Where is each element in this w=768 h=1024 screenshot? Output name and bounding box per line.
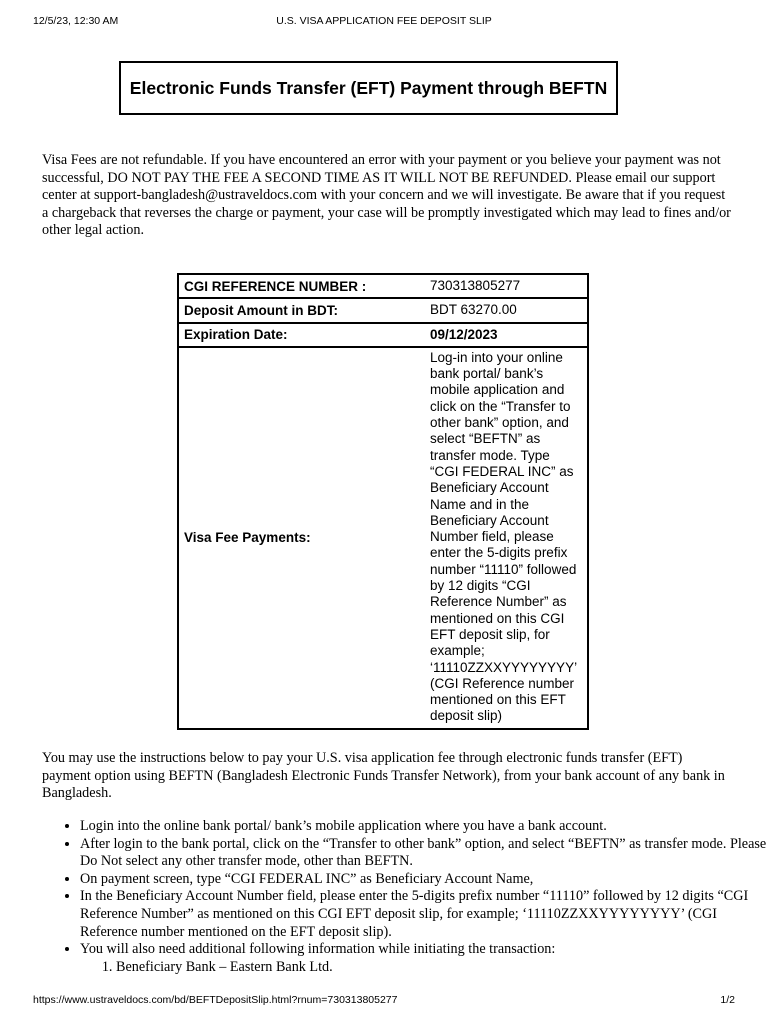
print-datetime: 12/5/23, 12:30 AM: [33, 15, 119, 27]
page-title: Electronic Funds Transfer (EFT) Payment through BEFTN: [129, 77, 608, 98]
print-title: U.S. VISA APPLICATION FEE DEPOSIT SLIP: [276, 15, 492, 27]
reference-value: 730313805277: [425, 275, 587, 299]
table-row-payments: [179, 348, 587, 728]
list-item: • On payment screen, type “CGI FEDERAL INC” as Beneficiary Account Name,: [80, 871, 768, 889]
list-item: • Login into the online bank portal/ bank’s mobile application where you have a bank account.: [80, 818, 768, 836]
list-item: • In the Beneficiary Account Number field, please enter the 5-digits prefix number “11110” followed by 12 digits “CGI Reference Number” as mentioned on this CGI EFT deposit slip, for example; ‘11110ZZXXYYYYYYYY’ (CGI Reference number mentioned on the EFT deposit slip).: [80, 888, 768, 941]
refund-notice: Visa Fees are not refundable. If you have encountered an error with your payment or you believe your payment was not successful, DO NOT PAY THE FEE A SECOND TIME AS IT WILL NOT BE REFUNDED. Please email our support center at support-bangladesh@ustraveldocs.com with your concern and we will investigate. Be aware that if you request a chargeback that reverses the charge or payment, your case will be promptly investigated which may lead to fines and/or other legal action.: [42, 152, 731, 239]
table-row-expiration: [179, 324, 587, 348]
page-title-box: [119, 61, 618, 115]
print-footer: [0, 994, 768, 1010]
list-item: • After login to the bank portal, click on the “Transfer to other bank” option, and select “BEFTN” as transfer mode. Please Do Not select any other transfer mode, other than BEFTN.: [80, 836, 768, 871]
instructions-intro: You may use the instructions below to pay your U.S. visa application fee through electronic funds transfer (EFT) payment option using BEFTN (Bangladesh Electronic Funds Transfer Network), from your bank account of any bank in Bangladesh.: [42, 750, 725, 802]
deposit-info-table: [177, 273, 589, 730]
sub-list-item: 1. Beneficiary Bank – Eastern Bank Ltd.: [116, 959, 768, 977]
amount-label: Deposit Amount in BDT:: [179, 299, 425, 323]
payments-label: Visa Fee Payments:: [184, 530, 311, 546]
table-row-amount: [179, 299, 587, 323]
expiration-label: Expiration Date:: [179, 324, 425, 348]
page-number: 1/2: [720, 994, 735, 1006]
sub-list: [80, 959, 768, 977]
instruction-list: [42, 818, 768, 976]
list-item-text: You will also need additional following information while initiating the transaction:: [80, 941, 556, 958]
amount-value: BDT 63270.00: [425, 299, 587, 323]
table-row-reference: [179, 275, 587, 299]
expiration-value: 09/12/2023: [425, 324, 587, 348]
print-header: [0, 15, 768, 31]
list-item-additional-info: [80, 941, 768, 976]
page-url: https://www.ustraveldocs.com/bd/BEFTDepositSlip.html?rnum=730313805277: [33, 994, 398, 1006]
payments-value: Log-in into your online bank portal/ bank’s mobile application and click on the “Transfer to other bank” option, and select “BEFTN” as transfer mode. Type “CGI FEDERAL INC” as Beneficiary Account Name and in the Beneficiary Account Number field, please enter the 5-digits prefix number “11110” followed by 12 digits “CGI Reference Number” as mentioned on this CGI EFT deposit slip, for example; ‘11110ZZXXYYYYYYYY’ (CGI Reference number mentioned on this EFT deposit slip): [430, 349, 577, 724]
reference-label: CGI REFERENCE NUMBER :: [179, 275, 425, 299]
